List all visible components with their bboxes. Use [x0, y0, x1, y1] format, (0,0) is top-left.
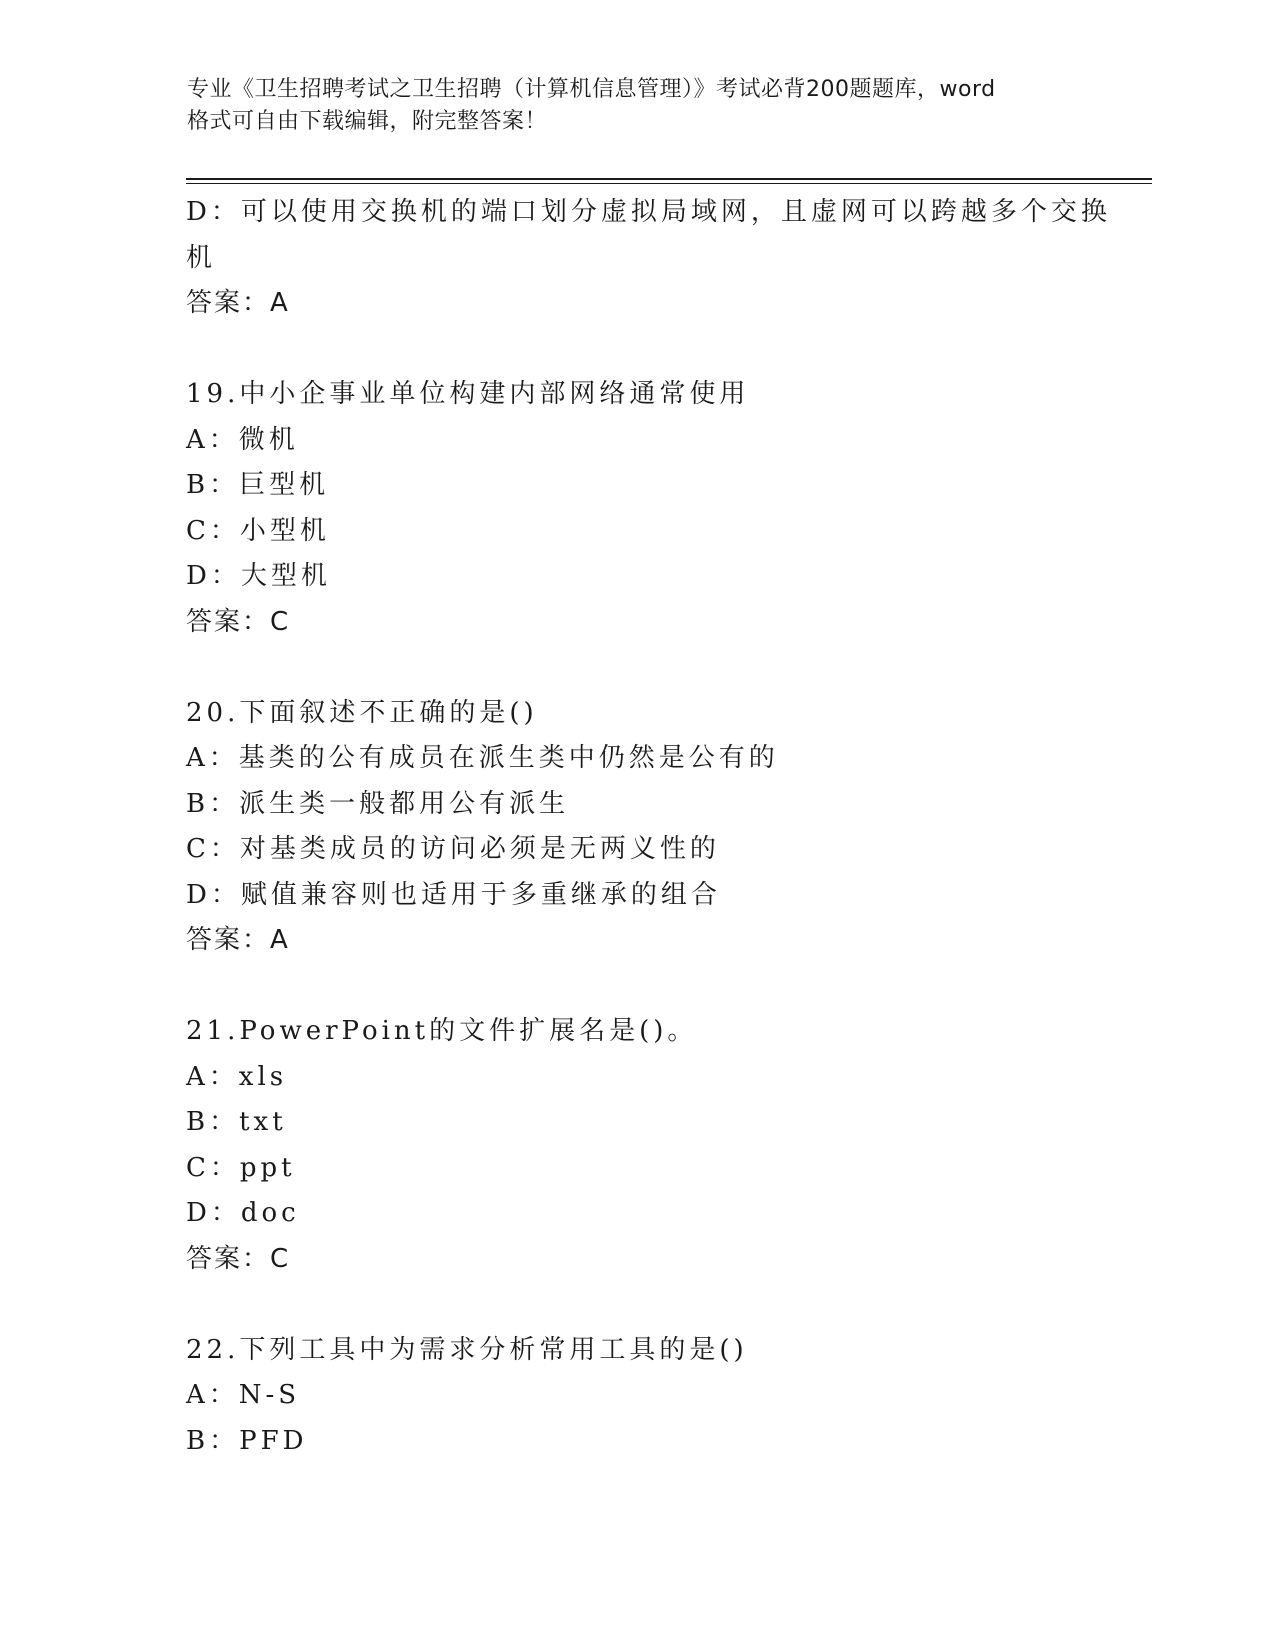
header-divider-thin	[186, 183, 1152, 184]
q22-option-b: B：PFD	[186, 1425, 308, 1456]
q20-option-a: A：基类的公有成员在派生类中仍然是公有的	[186, 743, 779, 773]
q18-answer: 答案：A	[186, 288, 290, 318]
spacer	[186, 1282, 1086, 1328]
q22-question: 22.下列工具中为需求分析常用工具的是()	[186, 1334, 748, 1365]
spacer	[186, 645, 1086, 691]
q19-option-a: A：微机	[186, 424, 299, 455]
document-header	[187, 74, 1087, 138]
q20-option-c: C：对基类成员的访问必须是无两义性的	[186, 834, 720, 864]
q19-question: 19.中小企事业单位构建内部网络通常使用	[186, 379, 750, 409]
q21-option-d: D：doc	[186, 1198, 300, 1228]
header-line-2: 格式可自由下载编辑，附完整答案！	[187, 109, 548, 134]
q19-option-c: C：小型机	[186, 515, 330, 546]
q21-option-c: C：ppt	[186, 1152, 296, 1183]
q20-question: 20.下面叙述不正确的是()	[186, 697, 538, 728]
q21-option-a: A：xls	[186, 1061, 288, 1092]
header-line-1: 专业《卫生招聘考试之卫生招聘（计算机信息管理）》考试必背200题题库，word	[187, 77, 996, 102]
q21-option-b: B：txt	[186, 1107, 287, 1137]
question-content	[186, 190, 1111, 1464]
q18-option-d-line2: 机	[186, 242, 217, 273]
q20-option-d: D：赋值兼容则也适用于多重继承的组合	[186, 879, 721, 910]
q22-option-a: A：N-S	[186, 1380, 301, 1410]
q21-answer: 答案：C	[186, 1243, 291, 1274]
q20-answer: 答案：A	[186, 925, 290, 955]
q19-answer: 答案：C	[186, 606, 291, 637]
q20-option-b: B：派生类一般都用公有派生	[186, 788, 570, 819]
spacer	[186, 964, 1086, 1010]
header-divider-thick	[186, 178, 1152, 180]
q19-option-d: D：大型机	[186, 561, 331, 591]
spacer	[186, 327, 1086, 373]
q21-question: 21.PowerPoint的文件扩展名是()。	[186, 1016, 698, 1046]
q18-option-d-line1: D：可以使用交换机的端口划分虚拟局域网，且虚网可以跨越多个交换	[186, 197, 1111, 227]
q19-option-b: B：巨型机	[186, 470, 330, 500]
